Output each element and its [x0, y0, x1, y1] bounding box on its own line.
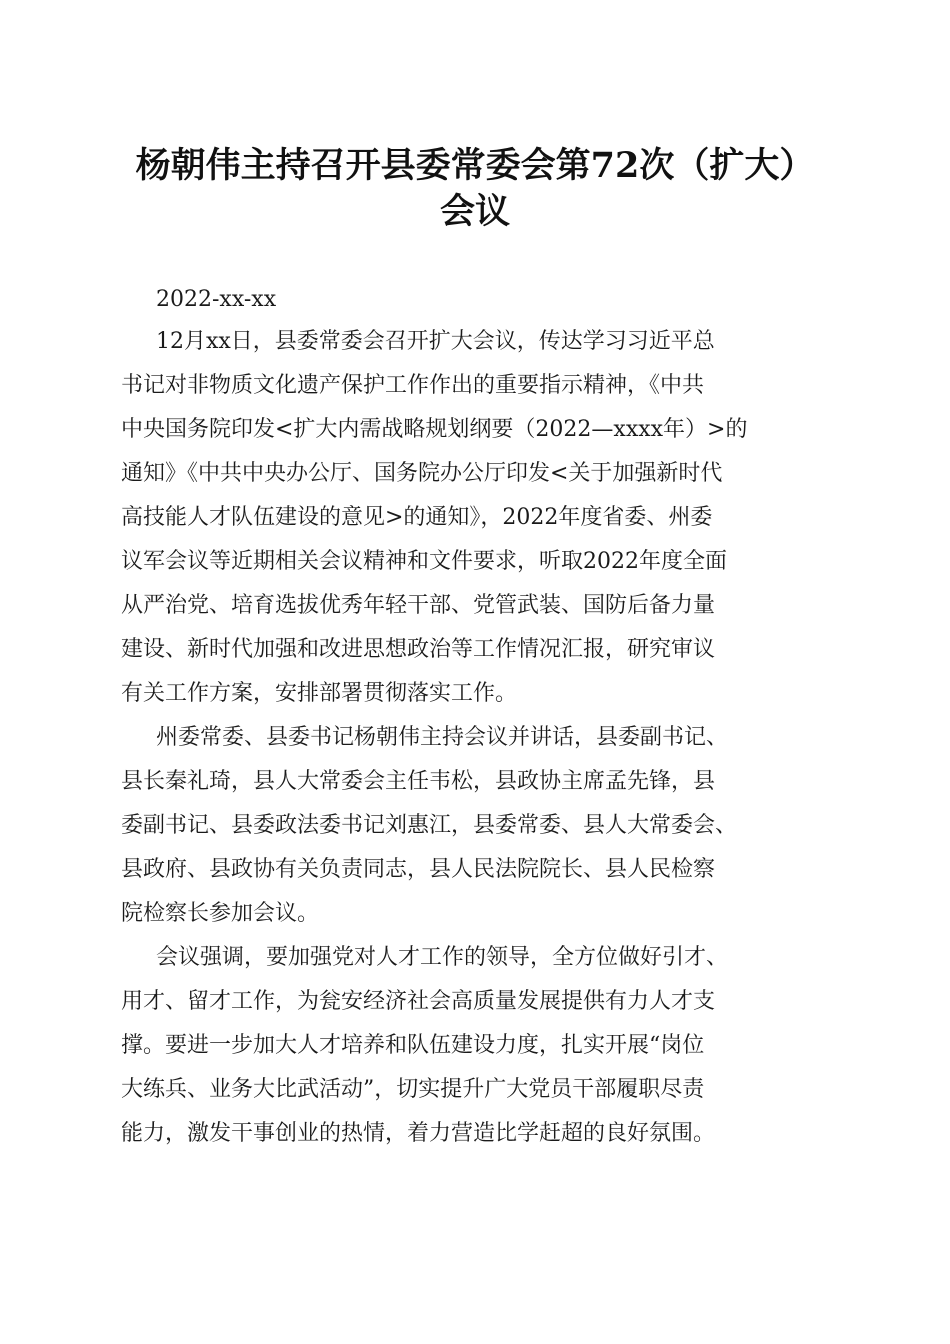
paragraph-line: 建设、新时代加强和改进思想政治等工作情况汇报，研究审议	[121, 637, 716, 662]
paragraph-line: 委副书记、县委政法委书记刘惠江，县委常委、县人大常委会、	[121, 813, 738, 838]
document-title-line-2: 会议	[439, 191, 510, 232]
paragraph-line: 会议强调，要加强党对人才工作的领导，全方位做好引才、	[156, 945, 729, 970]
document-date: 2022-xx-xx	[156, 287, 277, 312]
paragraph-line: 12月xx日，县委常委会召开扩大会议，传达学习习近平总	[156, 329, 715, 354]
paragraph-line: 通知》《中共中央办公厅、国务院办公厅印发<关于加强新时代	[121, 461, 723, 486]
paragraph-line: 中央国务院印发<扩大内需战略规划纲要（2022—xxxx年）>的	[121, 417, 748, 442]
paragraph-line: 院检察长参加会议。	[121, 901, 320, 926]
paragraph-line: 高技能人才队伍建设的意见>的通知》，2022年度省委、州委	[121, 505, 713, 530]
paragraph-line: 有关工作方案，安排部署贯彻落实工作。	[121, 681, 518, 706]
paragraph-line: 县长秦礼琦，县人大常委会主任韦松，县政协主席孟先锋，县	[121, 769, 716, 794]
paragraph-line: 撑。要进一步加大人才培养和队伍建设力度，扎实开展“岗位	[121, 1033, 705, 1058]
paragraph-line: 用才、留才工作，为瓮安经济社会高质量发展提供有力人才支	[121, 989, 716, 1014]
paragraph-line: 书记对非物质文化遗产保护工作作出的重要指示精神，《中共	[121, 373, 705, 398]
paragraph-line: 县政府、县政协有关负责同志，县人民法院院长、县人民检察	[121, 857, 716, 882]
document-title-line-1: 杨朝伟主持召开县委常委会第72次（扩大）	[135, 145, 815, 186]
paragraph-line: 从严治党、培育选拔优秀年轻干部、党管武装、国防后备力量	[121, 593, 716, 618]
paragraph-line: 能力，激发干事创业的热情，着力营造比学赶超的良好氛围。	[121, 1121, 716, 1146]
paragraph-line: 州委常委、县委书记杨朝伟主持会议并讲话，县委副书记、	[156, 725, 729, 750]
paragraph-line: 议军会议等近期相关会议精神和文件要求，听取2022年度全面	[121, 549, 727, 574]
paragraph-line: 大练兵、业务大比武活动”，切实提升广大党员干部履职尽责	[121, 1077, 705, 1102]
